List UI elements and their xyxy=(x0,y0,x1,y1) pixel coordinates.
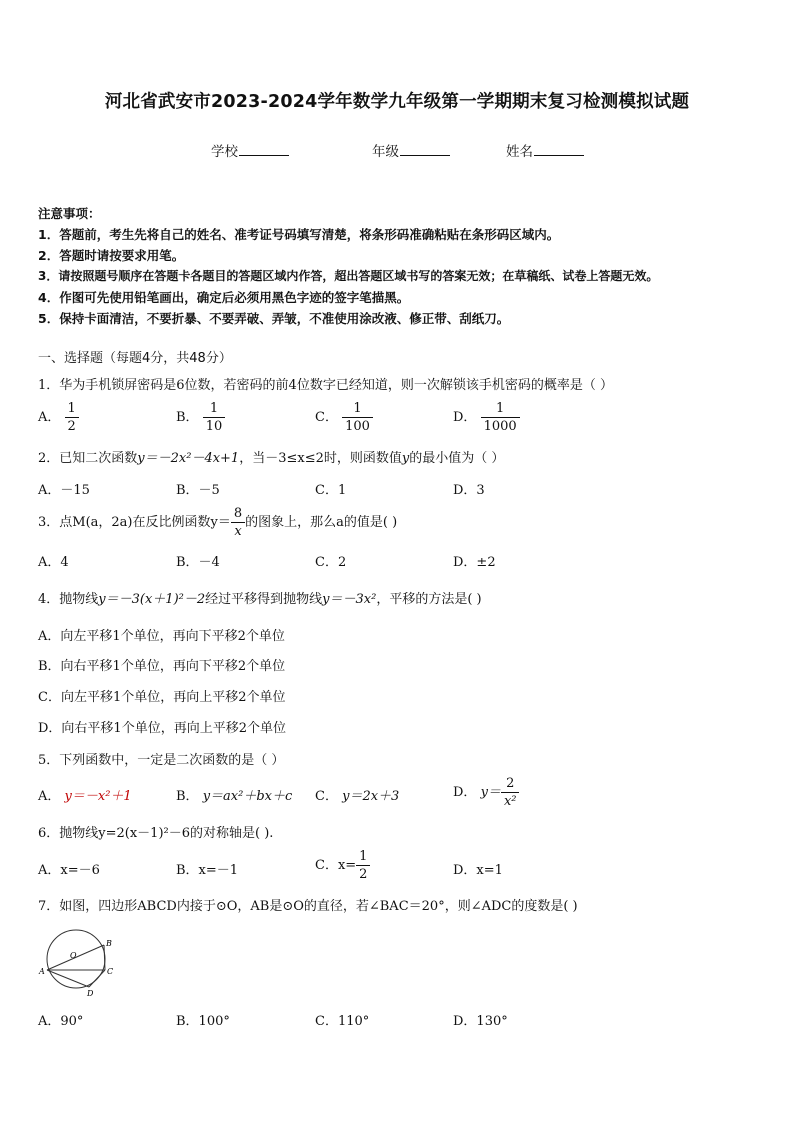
fraction xyxy=(501,775,520,810)
q2-option-a[interactable]: A．－15 xyxy=(38,483,90,498)
option-label: B． xyxy=(176,410,199,425)
q3-option-c[interactable]: C．2 xyxy=(315,555,347,570)
question-5: 5．下列函数中，一定是二次函数的是（ ） xyxy=(38,753,285,768)
question-text: 4．抛物线 xyxy=(38,592,99,607)
function-expression: y＝ xyxy=(480,785,501,800)
fraction xyxy=(342,400,373,435)
school-field[interactable] xyxy=(211,140,289,160)
q4-option-b[interactable]: B．向右平移1个单位，再向下平移2个单位 xyxy=(38,659,286,674)
point-label-b: B xyxy=(106,939,112,948)
grade-label: 年级 xyxy=(372,144,399,160)
denominator: 1000 xyxy=(483,419,517,434)
denominator: 2 xyxy=(359,867,368,882)
option-label: C．x= xyxy=(315,858,357,873)
name-field[interactable] xyxy=(506,140,584,160)
question-1: 1．华为手机锁屏密码是6位数，若密码的前4位数字已经知道，则一次解锁该手机密码的概率是（ ） xyxy=(38,378,613,393)
question-text: 的图象上，那么a的值是( ) xyxy=(245,515,398,530)
option-label: D． xyxy=(453,410,477,425)
q3-option-b[interactable]: B．－4 xyxy=(176,555,220,570)
question-text: 3．点M(a，2a)在反比例函数y＝ xyxy=(38,515,231,530)
notes-section xyxy=(38,203,658,329)
question-text: ，平移的方法是( ) xyxy=(376,592,482,607)
note-item: 1．答题前，考生先将自己的姓名、准考证号码填写清楚，将条形码准确粘贴在条形码区域内。 xyxy=(38,227,560,242)
q3-option-d[interactable]: D．±2 xyxy=(453,555,496,570)
denominator: x xyxy=(234,524,242,539)
fraction xyxy=(481,400,520,435)
grade-blank[interactable] xyxy=(400,143,450,156)
numerator: 2 xyxy=(501,775,520,793)
option-label: B． xyxy=(176,789,199,804)
numerator: 1 xyxy=(356,848,370,866)
numerator: 1 xyxy=(65,400,79,418)
q7-option-c[interactable]: C．110° xyxy=(315,1014,370,1029)
q6-option-c[interactable] xyxy=(315,848,370,883)
point-label-a: A xyxy=(39,967,45,976)
note-item: 4．作图可先使用铅笔画出，确定后必须用黑色字迹的签字笔描黑。 xyxy=(38,290,410,305)
fraction xyxy=(65,400,79,435)
function-expression: y＝－x²＋1 xyxy=(64,789,132,804)
q3-option-a[interactable]: A．4 xyxy=(38,555,69,570)
q7-option-a[interactable]: A．90° xyxy=(38,1014,84,1029)
denominator: 10 xyxy=(205,419,223,434)
chord-ad xyxy=(47,970,89,987)
question-3 xyxy=(38,505,397,540)
school-blank[interactable] xyxy=(239,143,289,156)
q5-option-c[interactable] xyxy=(315,785,399,804)
question-text: 的最小值为（ ） xyxy=(409,451,505,466)
q6-option-d[interactable]: D．x=1 xyxy=(453,863,503,878)
denominator: x² xyxy=(503,794,517,809)
q1-option-a[interactable] xyxy=(38,400,79,435)
fraction xyxy=(203,400,226,435)
question-text: 经过平移得到抛物线 xyxy=(205,592,323,607)
function-expression: y＝ax²＋bx＋c xyxy=(202,789,293,804)
question-text: ，当－3≤x≤2时，则函数值 xyxy=(239,451,402,466)
numerator: 1 xyxy=(342,400,373,418)
function-expression: y＝2x＋3 xyxy=(342,789,400,804)
question-text: 2．已知二次函数 xyxy=(38,451,138,466)
variable: y xyxy=(401,451,410,466)
q4-option-d[interactable]: D．向右平移1个单位，再向上平移2个单位 xyxy=(38,721,286,736)
question-2 xyxy=(38,447,504,466)
option-label: D． xyxy=(453,785,477,800)
function-expression: y＝－3(x＋1)²－2 xyxy=(98,592,206,607)
function-expression: y＝－2x²－4x+1 xyxy=(137,451,240,466)
q6-option-a[interactable]: A．x=－6 xyxy=(38,863,100,878)
name-label: 姓名 xyxy=(506,144,533,160)
point-label-o: O xyxy=(70,951,77,960)
q4-option-c[interactable]: C．向左平移1个单位，再向上平移2个单位 xyxy=(38,690,286,705)
note-item: 2．答题时请按要求用笔。 xyxy=(38,248,185,263)
school-label: 学校 xyxy=(211,144,238,160)
option-label: C． xyxy=(315,410,338,425)
q4-option-a[interactable]: A．向左平移1个单位，再向下平移2个单位 xyxy=(38,629,285,644)
name-blank[interactable] xyxy=(534,143,584,156)
grade-field[interactable] xyxy=(372,140,450,160)
point-label-d: D xyxy=(87,989,94,997)
option-label: C． xyxy=(315,789,338,804)
note-item: 3．请按照题号顺序在答题卡各题目的答题区域内作答，超出答题区域书写的答案无效；在草稿纸、试卷上答题无效。 xyxy=(38,269,659,283)
q1-option-d[interactable] xyxy=(453,400,520,435)
fraction xyxy=(231,505,245,540)
notes-heading: 注意事项： xyxy=(38,206,101,221)
question-4 xyxy=(38,588,482,607)
denominator: 100 xyxy=(345,419,370,434)
numerator: 1 xyxy=(203,400,226,418)
fraction xyxy=(356,848,370,883)
q7-option-b[interactable]: B．100° xyxy=(176,1014,230,1029)
function-expression: y＝－3x² xyxy=(322,592,377,607)
note-item: 5．保持卡面清洁，不要折暴、不要弄破、弄皱，不准使用涂改液、修正带、刮纸刀。 xyxy=(38,311,510,326)
option-label: A． xyxy=(38,410,61,425)
chord-dc xyxy=(89,970,105,987)
question-7: 7．如图，四边形ABCD内接于⊙O，AB是⊙O的直径，若∠BAC＝20°，则∠ADC的度数是( ) xyxy=(38,899,578,914)
q6-option-b[interactable]: B．x=－1 xyxy=(176,863,239,878)
q5-option-a[interactable] xyxy=(38,785,132,804)
page-title: 河北省武安市2023-2024学年数学九年级第一学期期末复习检测模拟试题 xyxy=(104,92,690,112)
numerator: 8 xyxy=(231,505,245,523)
circle-quadrilateral-figure xyxy=(38,925,116,997)
denominator: 2 xyxy=(67,419,76,434)
q2-option-c[interactable]: C．1 xyxy=(315,483,347,498)
q1-option-c[interactable] xyxy=(315,400,373,435)
q1-option-b[interactable] xyxy=(176,400,225,435)
numerator: 1 xyxy=(481,400,520,418)
question-6: 6．抛物线y=2(x－1)²－6的对称轴是( ). xyxy=(38,826,274,841)
q5-option-d[interactable] xyxy=(453,775,519,810)
q5-option-b[interactable] xyxy=(176,785,292,804)
q2-option-b[interactable]: B．－5 xyxy=(176,483,220,498)
q2-option-d[interactable]: D．3 xyxy=(453,483,485,498)
option-label: A． xyxy=(38,789,61,804)
q7-option-d[interactable]: D．130° xyxy=(453,1014,508,1029)
section-heading: 一、选择题（每题4分，共48分） xyxy=(38,351,232,366)
point-label-c: C xyxy=(107,967,114,976)
